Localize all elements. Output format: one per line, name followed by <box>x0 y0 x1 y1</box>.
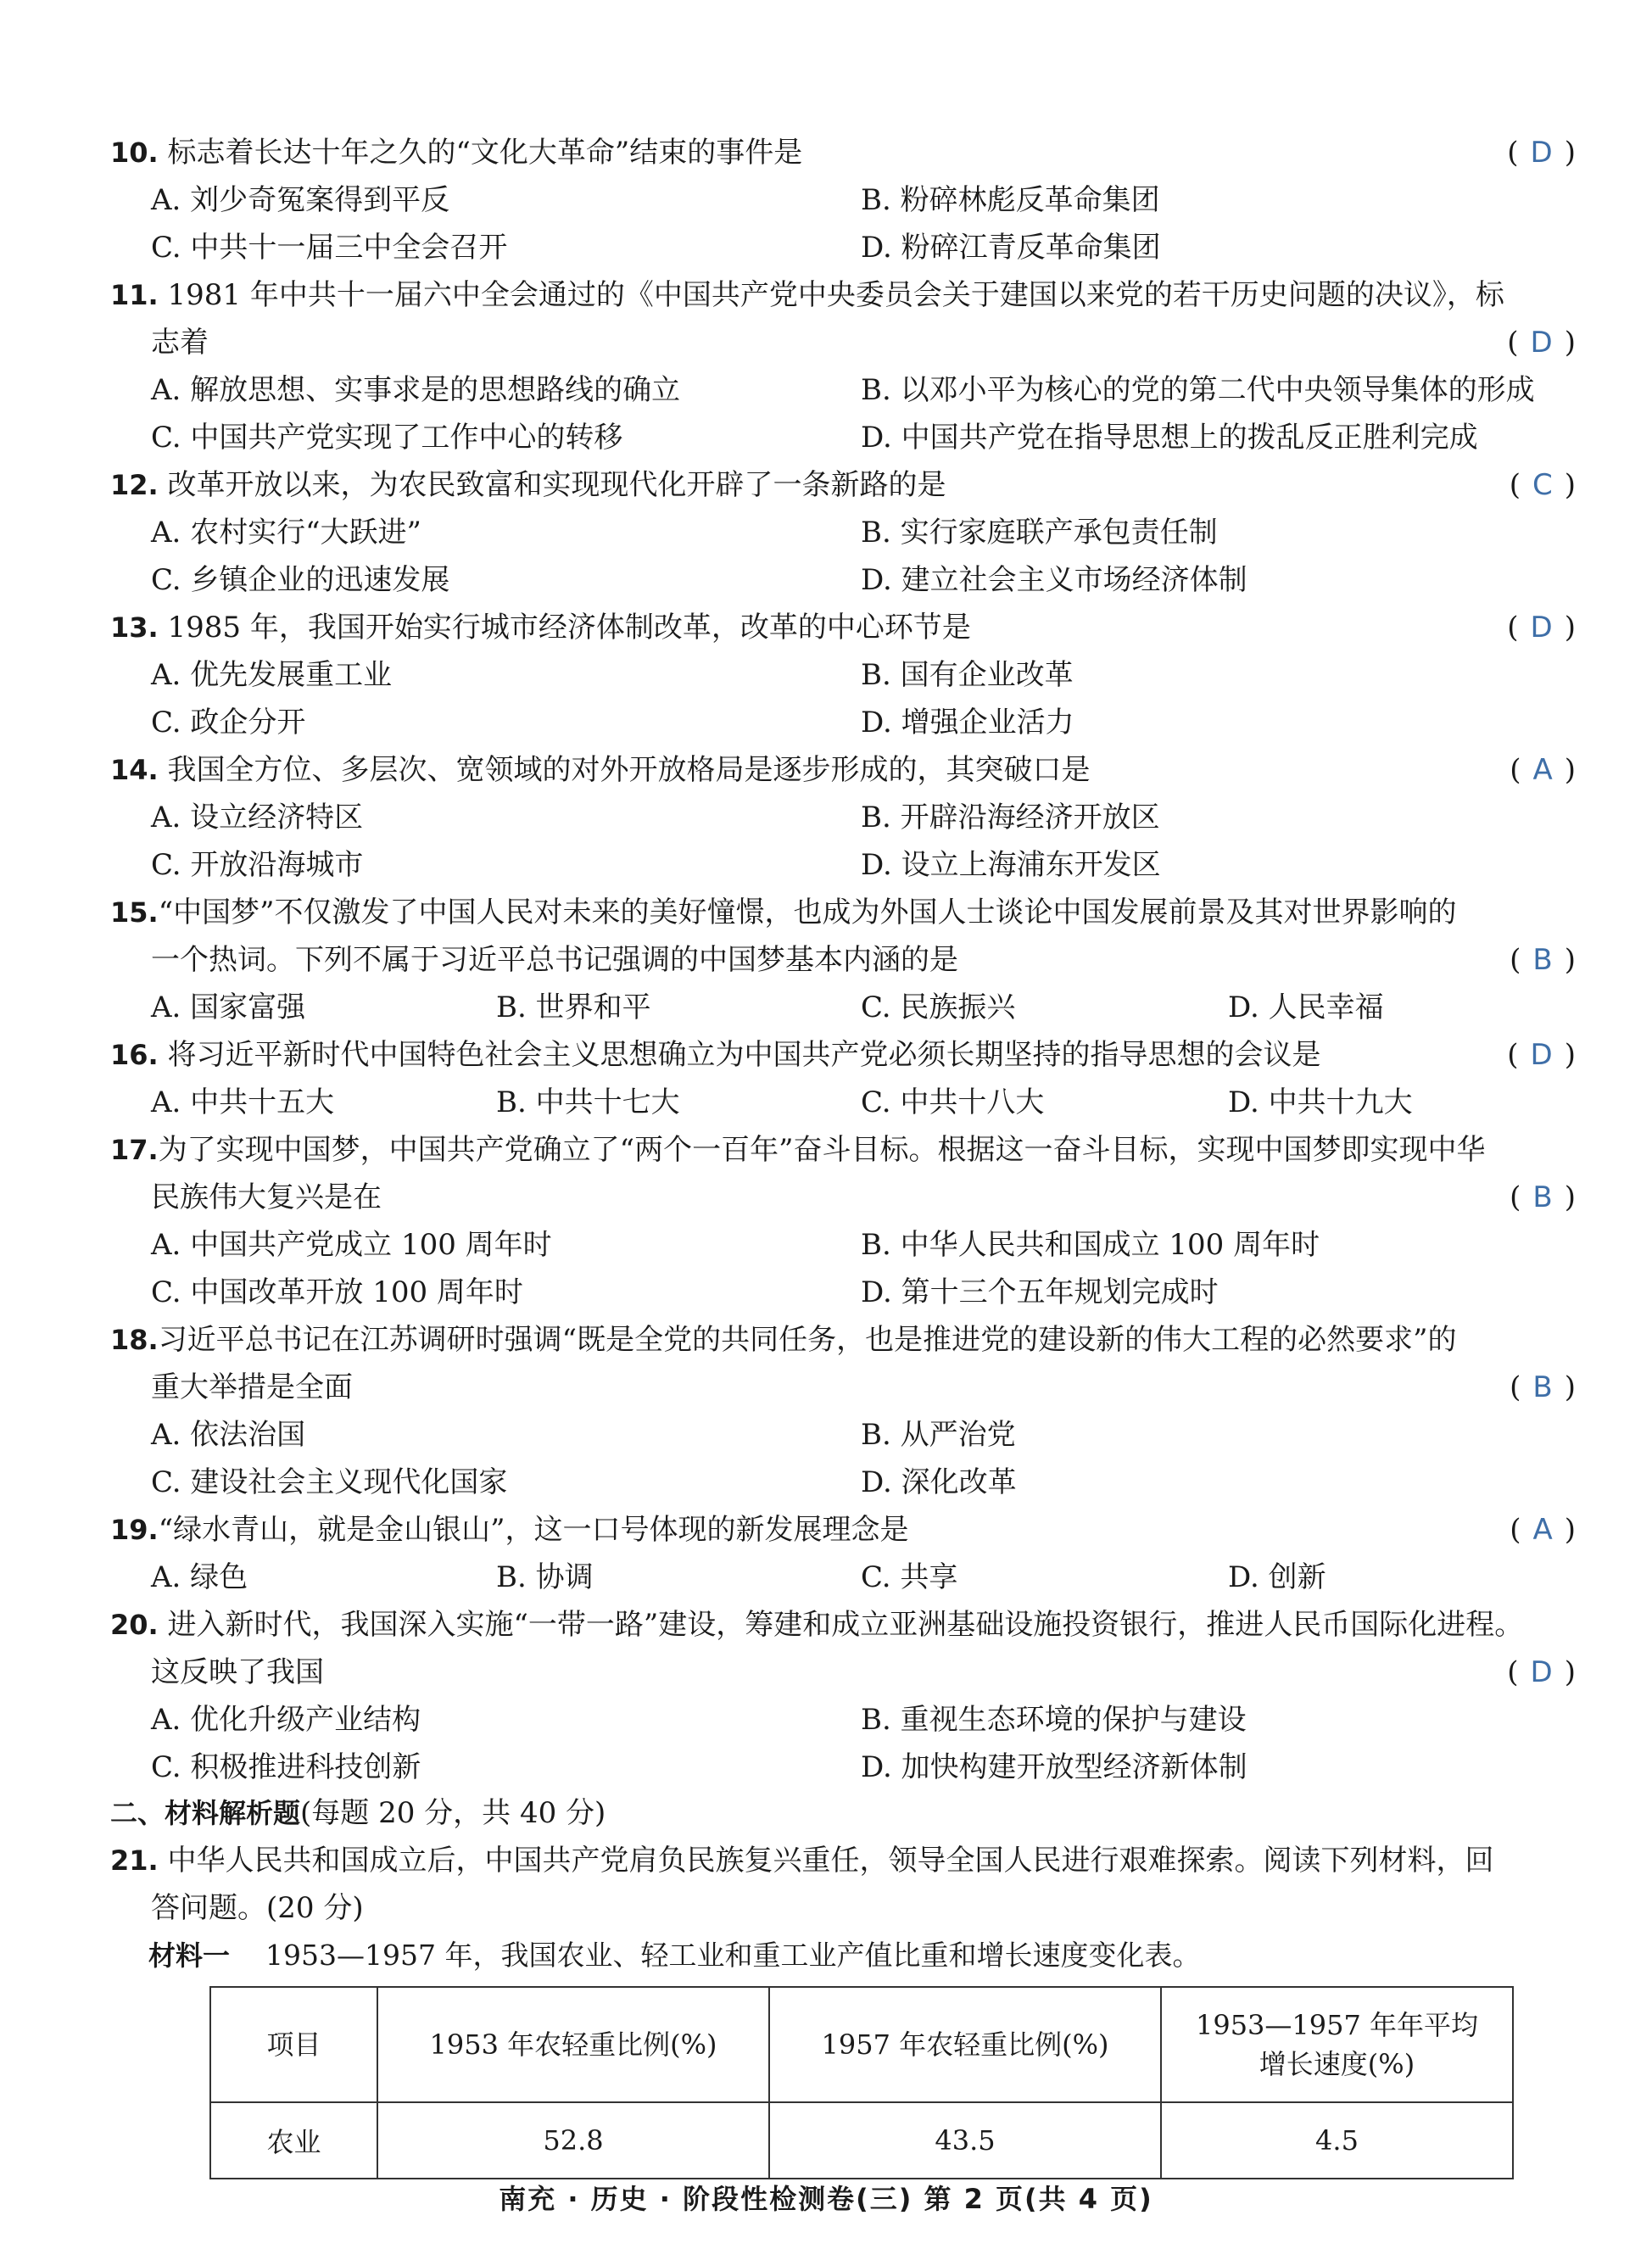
question-number: 20. <box>110 1609 159 1641</box>
option-d: D. 增强企业活力 <box>861 706 1074 739</box>
answer-bracket: ( C ) <box>1509 468 1576 502</box>
question-stem-cont: 答问题。(20 分) <box>151 1891 364 1925</box>
answer-letter: B <box>1532 1180 1553 1214</box>
question-stem: 习近平总书记在江苏调研时强调“既是全党的共同任务，也是推进党的建设新的伟大工程的必然要求”的 <box>158 1323 1457 1357</box>
question-20 <box>110 1601 1576 1791</box>
question-number: 16. <box>110 1039 159 1071</box>
option-a: A. 国家富强 <box>151 990 306 1024</box>
option-b: B. 重视生态环境的保护与建设 <box>861 1703 1247 1737</box>
option-a: A. 依法治国 <box>151 1418 306 1452</box>
option-c: C. 中国共产党实现了工作中心的转移 <box>151 421 623 455</box>
question-number: 19. <box>110 1514 159 1546</box>
answer-bracket: ( B ) <box>1510 1370 1576 1404</box>
option-c: C. 开放沿海城市 <box>151 848 364 882</box>
question-15 <box>110 889 1576 1031</box>
question-stem: 标志着长达十年之久的“文化大革命”结束的事件是 <box>167 136 803 170</box>
question-number: 13. <box>110 611 159 644</box>
question-stem: “绿水青山，就是金山银山”，这一口号体现的新发展理念是 <box>158 1513 909 1547</box>
answer-letter: D <box>1530 136 1553 170</box>
answer-bracket: ( B ) <box>1510 943 1576 977</box>
answer-bracket: ( D ) <box>1507 1655 1576 1689</box>
section-title: 二、材料解析题 <box>110 1797 301 1829</box>
option-a: A. 设立经济特区 <box>151 801 364 834</box>
question-number: 21. <box>110 1844 159 1877</box>
option-a: A. 农村实行“大跃进” <box>151 516 421 550</box>
table-cell: 农业 <box>210 2102 377 2179</box>
option-d: D. 第十三个五年规划完成时 <box>861 1275 1219 1309</box>
answer-letter: A <box>1532 1513 1553 1547</box>
question-17 <box>110 1126 1576 1316</box>
answer-letter: B <box>1532 1370 1553 1404</box>
option-b: B. 以邓小平为核心的党的第二代中央领导集体的形成 <box>861 373 1535 407</box>
answer-bracket: ( D ) <box>1507 326 1576 360</box>
option-d: D. 设立上海浦东开发区 <box>861 848 1161 882</box>
page-footer: 南充 · 历史 · 阶段性检测卷(三) 第 2 页(共 4 页) <box>499 2183 1153 2215</box>
answer-letter: B <box>1532 943 1553 977</box>
question-number: 14. <box>110 754 159 786</box>
option-b: B. 中华人民共和国成立 100 周年时 <box>861 1228 1320 1262</box>
question-stem: 改革开放以来，为农民致富和实现现代化开辟了一条新路的是 <box>167 468 946 502</box>
section-heading <box>110 1789 606 1837</box>
answer-letter: D <box>1530 611 1553 645</box>
answer-letter: C <box>1532 468 1553 502</box>
option-c: C. 中共十一届三中全会召开 <box>151 231 508 265</box>
question-number: 17. <box>110 1134 159 1166</box>
option-c: C. 共享 <box>861 1560 958 1594</box>
option-a: A. 刘少奇冤案得到平反 <box>151 183 450 217</box>
question-number: 15. <box>110 896 159 929</box>
option-c: C. 民族振兴 <box>861 990 1016 1024</box>
question-stem-cont: 重大举措是全面 <box>151 1370 353 1404</box>
option-b: B. 协调 <box>496 1560 594 1594</box>
table-header-line: 1953—1957 年年平均 <box>1195 2009 1479 2041</box>
option-b: B. 国有企业改革 <box>861 658 1074 692</box>
answer-letter: D <box>1530 326 1553 360</box>
question-stem: 1981 年中共十一届六中全会通过的《中国共产党中央委员会关于建国以来党的若干历史问题的决议》，标 <box>167 278 1504 312</box>
question-11 <box>110 271 1576 461</box>
answer-bracket: ( D ) <box>1507 611 1576 645</box>
answer-bracket: ( D ) <box>1507 136 1576 170</box>
question-stem: 1985 年，我国开始实行城市经济体制改革，改革的中心环节是 <box>167 611 971 645</box>
question-stem-cont: 志着 <box>151 326 209 360</box>
question-14 <box>110 746 1576 889</box>
option-b: B. 开辟沿海经济开放区 <box>861 801 1160 834</box>
option-d: D. 人民幸福 <box>1228 990 1384 1024</box>
question-12 <box>110 461 1576 604</box>
option-b: B. 从严治党 <box>861 1418 1016 1452</box>
table-cell: 43.5 <box>769 2102 1161 2179</box>
answer-letter: A <box>1532 753 1553 787</box>
question-stem: 中华人民共和国成立后，中国共产党肩负民族复兴重任，领导全国人民进行艰难探索。阅读下列材料，回 <box>167 1844 1494 1878</box>
option-b: B. 世界和平 <box>496 990 651 1024</box>
option-a: A. 绿色 <box>151 1560 248 1594</box>
question-21 <box>110 1837 1576 1932</box>
section-note: (每题 20 分，共 40 分) <box>300 1796 606 1830</box>
material-label: 材料一 <box>148 1939 231 1972</box>
option-b: B. 中共十七大 <box>496 1085 680 1119</box>
answer-bracket: ( D ) <box>1507 1038 1576 1072</box>
option-c: C. 中共十八大 <box>861 1085 1045 1119</box>
data-table <box>209 1986 1514 2179</box>
answer-bracket: ( B ) <box>1510 1180 1576 1214</box>
table-header <box>1161 1987 1513 2102</box>
question-16 <box>110 1031 1576 1126</box>
option-c: C. 乡镇企业的迅速发展 <box>151 563 450 597</box>
option-d: D. 粉碎江青反革命集团 <box>861 231 1161 265</box>
table-cell: 52.8 <box>377 2102 769 2179</box>
answer-bracket: ( A ) <box>1510 1513 1576 1547</box>
option-b: B. 实行家庭联产承包责任制 <box>861 516 1218 550</box>
option-b: B. 粉碎林彪反革命集团 <box>861 183 1160 217</box>
question-stem-cont: 民族伟大复兴是在 <box>151 1180 382 1214</box>
table-cell: 4.5 <box>1161 2102 1513 2179</box>
option-a: A. 优化升级产业结构 <box>151 1703 421 1737</box>
question-stem: 为了实现中国梦，中国共产党确立了“两个一百年”奋斗目标。根据这一奋斗目标，实现中国梦即实现中华 <box>158 1133 1486 1167</box>
answer-letter: D <box>1530 1038 1553 1072</box>
option-d: D. 加快构建开放型经济新体制 <box>861 1750 1247 1784</box>
option-c: C. 政企分开 <box>151 706 306 739</box>
option-d: D. 中国共产党在指导思想上的拨乱反正胜利完成 <box>861 421 1478 455</box>
question-stem-cont: 这反映了我国 <box>151 1655 324 1689</box>
question-number: 12. <box>110 469 159 501</box>
option-d: D. 深化改革 <box>861 1465 1017 1499</box>
option-d: D. 建立社会主义市场经济体制 <box>861 563 1247 597</box>
question-stem: “中国梦”不仅激发了中国人民对未来的美好憧憬，也成为外国人士谈论中国发展前景及其对世界影响的 <box>158 896 1457 929</box>
question-stem: 将习近平新时代中国特色社会主义思想确立为中国共产党必须长期坚持的指导思想的会议是 <box>167 1038 1321 1072</box>
question-stem-cont: 一个热词。下列不属于习近平总书记强调的中国梦基本内涵的是 <box>151 943 958 977</box>
option-d: D. 创新 <box>1228 1560 1326 1594</box>
question-number: 18. <box>110 1324 159 1356</box>
option-a: A. 解放思想、实事求是的思想路线的确立 <box>151 373 681 407</box>
table-header: 1957 年农轻重比例(%) <box>769 1987 1161 2102</box>
option-c: C. 积极推进科技创新 <box>151 1750 421 1784</box>
option-c: C. 建设社会主义现代化国家 <box>151 1465 508 1499</box>
table-header: 1953 年农轻重比例(%) <box>377 1987 769 2102</box>
question-stem: 我国全方位、多层次、宽领域的对外开放格局是逐步形成的，其突破口是 <box>167 753 1091 787</box>
material-text: 1953—1957 年，我国农业、轻工业和重工业产值比重和增长速度变化表。 <box>265 1939 1201 1972</box>
question-10 <box>110 129 1576 271</box>
question-number: 10. <box>110 137 159 169</box>
question-19 <box>110 1506 1576 1601</box>
question-number: 11. <box>110 279 159 311</box>
table-header-line: 增长速度(%) <box>1259 2048 1415 2080</box>
table-header: 项目 <box>210 1987 377 2102</box>
option-a: A. 中共十五大 <box>151 1085 335 1119</box>
answer-letter: D <box>1530 1655 1553 1689</box>
question-18 <box>110 1316 1576 1506</box>
option-d: D. 中共十九大 <box>1228 1085 1413 1119</box>
question-13 <box>110 604 1576 746</box>
table-header-row <box>210 1987 1513 2102</box>
question-stem: 进入新时代，我国深入实施“一带一路”建设，筹建和成立亚洲基础设施投资银行，推进人民币国际化进程。 <box>167 1608 1524 1642</box>
answer-bracket: ( A ) <box>1510 753 1576 787</box>
table-row <box>210 2102 1513 2179</box>
material-one <box>148 1932 1200 1979</box>
option-a: A. 中国共产党成立 100 周年时 <box>151 1228 552 1262</box>
option-a: A. 优先发展重工业 <box>151 658 393 692</box>
option-c: C. 中国改革开放 100 周年时 <box>151 1275 523 1309</box>
